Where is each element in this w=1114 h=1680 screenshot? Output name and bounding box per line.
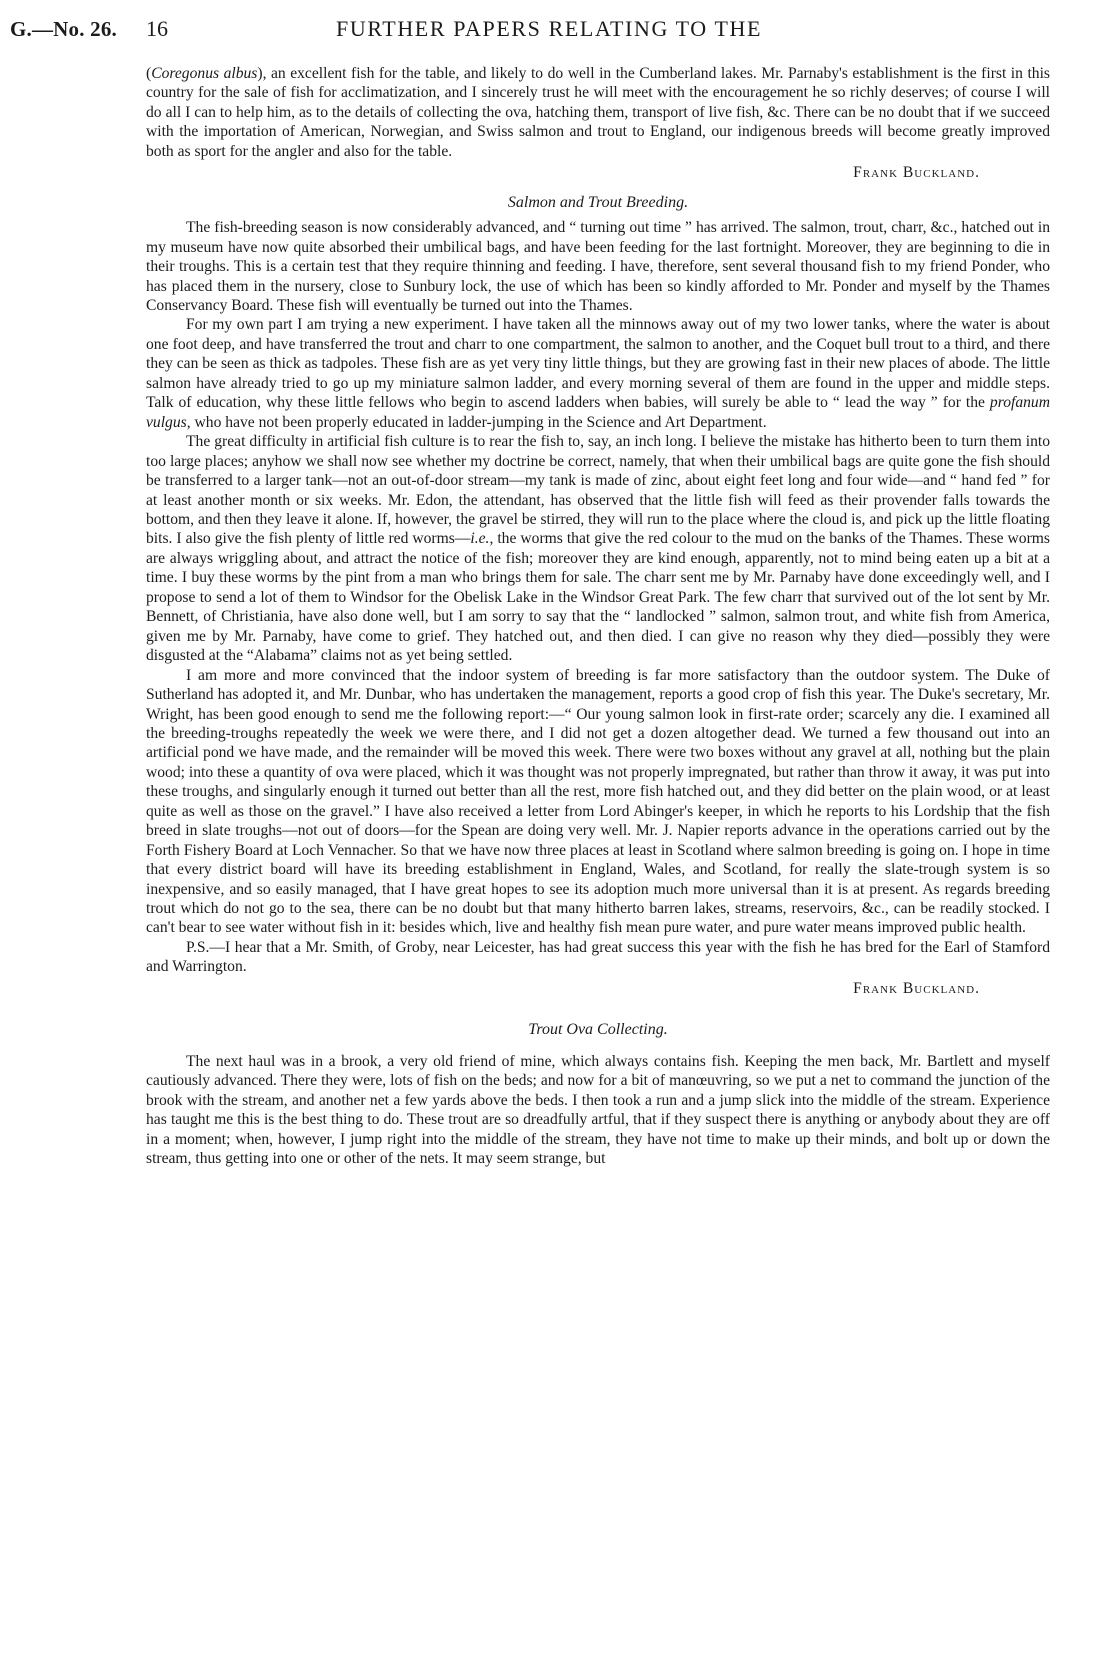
paragraph-text: For my own part I am trying a new experiment. I have taken all the minnows away out of my two lower tanks, where the water is about one foot deep, and have transferred the trout and charr to one compartment, the salmon to another, and the Coquet bull trout to a third, and there they can be seen as thick as tadpoles. These fish are as yet very tiny little things, but they are growing fast in their new places of abode. The little salmon have already tried to go up my miniature salmon ladder, and every morning several of them are found in the upper and middle steps. Talk of education, why these little fellows who begin to ascend ladders when babies, will surely be able to “ lead the way ” for the: [146, 316, 1050, 412]
italic-phrase: profanum vulgus: [146, 394, 1050, 431]
paragraph: I am more and more convinced that the indoor system of breeding is far more satisfactory than the outdoor system. The Duke of Sutherland has adopted it, and Mr. Dunbar, who has undertaken the management, reports a good crop of fish this year. The Duke's secretary, Mr. Wright, has been good enough to send me the following report:—“ Our young salmon look in first-rate order; scarcely any die. I examined all the breeding-troughs repeatedly the week we were there, and I did not get a dozen altogether dead. We turned a few thousand out into an artificial pond we have made, and the remainder will be moved this week. There were two boxes without any gravel at all, nothing but the plain wood; into these a quantity of ova were placed, which it was thought was not properly impregnated, but rather than throw it away, it was put into these troughs, and singularly enough it turned out better than all the rest, more fish hatched out, and they did better on the plain wood, or at least quite as well as those on the gravel.” I have also received a letter from Lord Abinger's keeper, in which he reports to his Lordship that the fish breed in slate troughs—not out of doors—for the Spean are doing very well. Mr. J. Napier reports advance in the operations carried out by the Forth Fishery Board at Loch Vennacher. So that we have now three places at least in Scotland where salmon breeding is going on. I hope in time that every district board will have its breeding establishment in England, Wales, and Scotland, for really the slate-trough system is so inexpensive, and so easily managed, that I have great hopes to see its adoption much more universal than it is at present. As regards breeding trout which do not go to the sea, there can be no doubt but that many hitherto barren lakes, streams, reservoirs, &c., can be readily stocked. I can't bear to see water without fish in it: besides which, live and healthy fish mean pure water, and pure water means improved public health.: [146, 666, 1050, 937]
paragraph-text: The great difficulty in artificial fish culture is to rear the fish to, say, an inch long. I believe the mistake has hitherto been to turn them into too large places; anyhow we shall now see whether my doctrine be correct, namely, that when their umbilical bags are quite gone the fish should be transferred to a larger tank—not an out-of-door stream—my tank is made of zinc, about eight feet long and four wide—and “ hand fed ” for at least another month or six weeks. Mr. Edon, the attendant, has observed that the little fish will feed as their provender falls towards the bottom, and then they leave it alone. If, however, the gravel be stirred, they will run to the place where the cloud is, and pick up the little floating bits. I also give the fish plenty of little red worms—: [146, 433, 1050, 548]
section-title-salmon-trout-breeding: Salmon and Trout Breeding.: [507, 193, 689, 211]
paragraph: The next haul was in a brook, a very old friend of mine, which always contains fish. Keeping the men back, Mr. Bartlett and myself cautiously advanced. There they were, lots of fish on the beds; and now for a bit of manœuvring, so we put a net to command the junction of the brook with the stream, and another net a few yards above the beds. I then took a run and a jump slick into the middle of the stream. Experience has taught me this is the best thing to do. These trout are so dreadfully artful, that if they suspect there is anything or anybody about they are off in a moment; when, however, I jump right into the middle of the stream, they have not time to make up their minds, and bolt up or down the stream, thus getting into one or other of the nets. It may seem strange, but: [146, 1052, 1050, 1168]
section-title-trout-ova-collecting: Trout Ova Collecting.: [528, 1021, 668, 1039]
body-text: [146, 64, 1050, 1168]
postscript: P.S.—I hear that a Mr. Smith, of Groby, near Leicester, has had great success this year with the fish he has bred for the Earl of Stamford and Warrington.: [146, 938, 1050, 976]
paragraph: The fish-breeding season is now considerably advanced, and “ turning out time ” has arrived. The salmon, trout, charr, &c., hatched out in my museum have now quite absorbed their umbilical bags, and have been feeding for the last fortnight. Moreover, they are beginning to die in their troughs. This is a certain test that they require thinning and feeding. I have, therefore, sent several thousand fish to my friend Ponder, who has placed them in the nursery, close to Sunbury lock, the use of which has been so kindly afforded to Mr. Ponder and myself by the Thames Conservancy Board. These fish will eventually be turned out into the Thames.: [146, 219, 1050, 314]
signature-2: Frank Buckland.: [853, 979, 980, 997]
intro-paragraph: (Coregonus albus), an excellent fish for the table, and likely to do well in the Cumberland lakes. Mr. Parnaby's establishment is the first in this country for the sale of fish for acclimatization, and I sincerely trust he will meet with the encouragement he so richly deserves; of course I will do all I can to help him, as to the details of collecting the ova, hatching them, transport of live fish, &c. There can be no doubt that if we succeed with the importation of American, Norwegian, and Swiss salmon and trout to England, our indigenous breeds will become greatly improved both as sport for the angler and also for the table.: [146, 65, 1050, 160]
paragraph: [146, 432, 1050, 665]
running-head: FURTHER PAPERS RELATING TO THE: [336, 16, 763, 41]
italic-phrase: i.e.: [470, 530, 490, 548]
intro-italic: Coregonus albus: [151, 65, 258, 82]
paragraph-text: , who have not been properly educated in ladder-jumping in the Science and Art Department.: [186, 413, 767, 431]
signature-1: Frank Buckland.: [853, 164, 980, 182]
intro-text: ), an excellent fish for the table, and likely to do well in the Cumberland lakes. Mr. Parnaby's establishment is the first in this country for the sale of fish for acclimatization, and I sincerely trust he will meet with the encouragement he so richly deserves; of course I will do all I can to help him, as to the details of collecting the ova, hatching them, transport of live fish, &c. There can be no doubt that if we succeed with the importation of American, Norwegian, and Swiss salmon and trout to England, our indigenous breeds will become greatly improved both as sport for the angler and also for the table.: [146, 65, 1050, 160]
paragraph-text: , the worms that give the red colour to the mud on the banks of the Thames. These worms are always wriggling about, and attract the notice of the fish; moreover they are kind enough, apparently, not to mind being eaten up a bit at a time. I buy these worms by the pint from a man who brings them for sale. The charr sent me by Mr. Parnaby have done exceedingly well, and I propose to send a lot of them to Windsor for the Obelisk Lake in the Windsor Great Park. The few charr that survived out of the lot sent by Mr. Bennett, of Christiania, have also done well, but I am sorry to say that the “ landlocked ” salmon, salmon trout, and white fish from America, given me by Mr. Parnaby, have come to grief. They hatched out, and then died. I can give no reason why they died—possibly they were disgusted at the “Alabama” claims not as yet being settled.: [146, 530, 1050, 665]
document-number: G.—No. 26.: [10, 17, 117, 41]
page-header: [10, 16, 1090, 46]
page-number: 16: [146, 16, 168, 41]
paragraph: [146, 315, 1050, 432]
